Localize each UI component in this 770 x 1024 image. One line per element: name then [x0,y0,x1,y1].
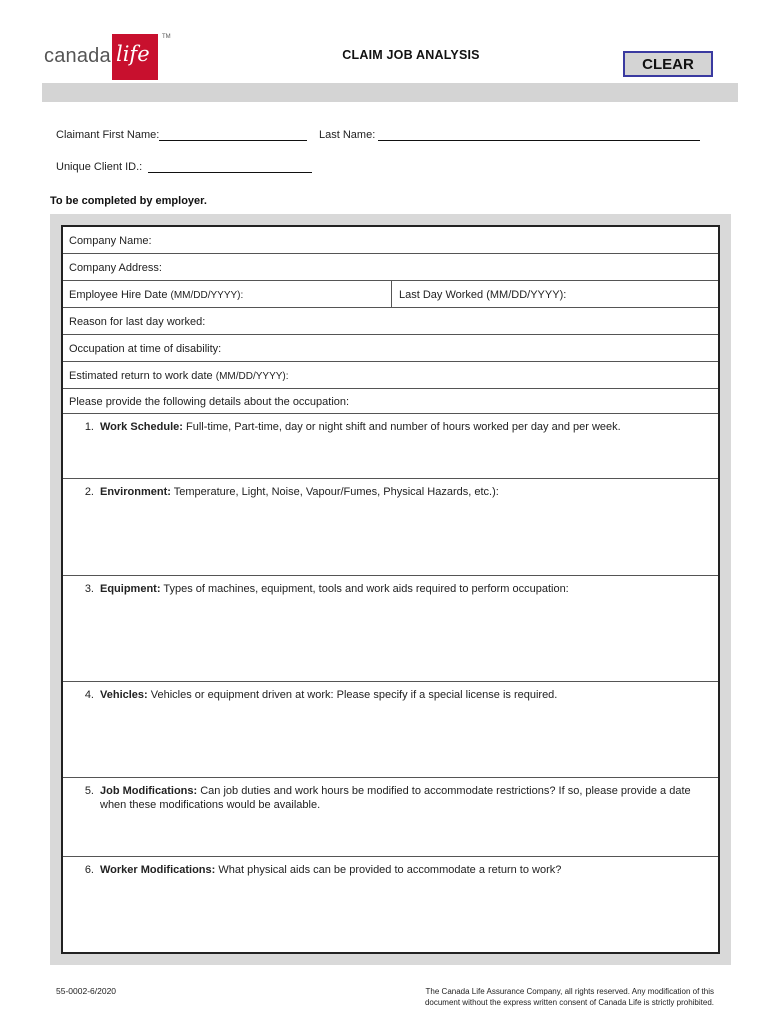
company-name-label: Company Name: [69,235,152,247]
details-prompt-row [63,389,718,414]
logo-tm-mark: TM [162,34,171,40]
question-number: 2. [84,486,94,498]
employer-form-table [61,225,720,954]
hire-date-cell[interactable] [69,289,243,301]
question-body [100,784,710,812]
last-name-field[interactable] [378,129,700,141]
question-text: Vehicles or equipment driven at work: Please specify if a special license is required. [150,689,558,701]
claimant-first-name-row [56,129,307,141]
question-work-schedule[interactable] [63,414,718,479]
question-body [100,863,710,877]
question-body [100,688,710,702]
question-vehicles[interactable] [63,682,718,778]
last-day-cell[interactable] [399,289,566,301]
company-name-row[interactable] [63,227,718,254]
last-day-format: (MM/DD/YYYY): [486,289,567,301]
dates-row [63,281,718,308]
form-number: 55-0002-6/2020 [56,986,117,996]
question-number: 5. [84,785,94,797]
copyright-notice [380,986,714,1008]
question-title: Environment: [100,486,171,498]
question-4 [69,688,709,702]
hire-date-label: Employee Hire Date [69,289,168,301]
logo-life-text: life [116,42,150,66]
company-address-row[interactable] [63,254,718,281]
reason-last-day-label: Reason for last day worked: [69,316,206,328]
question-job-modifications[interactable] [63,778,718,857]
hire-date-format: (MM/DD/YYYY): [170,290,244,301]
question-title: Job Modifications: [100,785,198,797]
question-environment[interactable] [63,479,718,576]
question-number: 3. [84,583,94,595]
last-name-label: Last Name: [319,129,376,141]
client-id-row [56,161,312,173]
first-name-label: Claimant First Name: [56,129,160,141]
question-number: 1. [84,421,94,433]
question-body [100,420,710,434]
clear-button[interactable]: CLEAR [623,51,713,77]
page-title: CLAIM JOB ANALYSIS [342,48,480,62]
question-equipment[interactable] [63,576,718,682]
question-1 [69,420,709,434]
question-5 [69,784,709,811]
question-text: Can job duties and work hours be modified to accommodate restrictions? If so, please provide a date when these modifications would be available. [100,785,691,811]
client-id-field[interactable] [148,161,312,173]
last-day-label: Last Day Worked [399,289,484,301]
logo-canada-text: canada [44,45,111,67]
question-text: Temperature, Light, Noise, Vapour/Fumes, Physical Hazards, etc.): [173,486,499,498]
question-6 [69,863,709,877]
details-prompt: Please provide the following details about the occupation: [69,396,350,408]
company-address-label: Company Address: [69,262,162,274]
question-body [100,485,710,499]
client-id-label: Unique Client ID.: [56,161,143,173]
claimant-last-name-row [319,129,700,141]
copyright-line-2: document without the express written consent of Canada Life is strictly prohibited. [424,998,714,1007]
question-title: Work Schedule: [100,421,183,433]
question-number: 4. [84,689,94,701]
dates-divider [391,281,392,307]
question-3 [69,582,709,596]
question-title: Worker Modifications: [100,864,216,876]
return-date-row[interactable] [63,362,718,389]
occupation-row[interactable] [63,335,718,362]
return-date-label: Estimated return to work date [69,370,213,382]
reason-last-day-row[interactable] [63,308,718,335]
question-worker-modifications[interactable] [63,857,718,952]
question-number: 6. [84,864,94,876]
return-date-cell [69,370,289,382]
question-text: What physical aids can be provided to accommodate a return to work? [218,864,562,876]
employer-instruction: To be completed by employer. [50,195,207,207]
question-body [100,582,710,596]
question-title: Vehicles: [100,689,148,701]
question-2 [69,485,709,499]
question-text: Types of machines, equipment, tools and work aids required to perform occupation: [163,583,569,595]
question-title: Equipment: [100,583,161,595]
occupation-label: Occupation at time of disability: [69,343,222,355]
return-date-format: (MM/DD/YYYY): [215,371,289,382]
question-text: Full-time, Part-time, day or night shift and number of hours worked per day and per week. [186,421,621,433]
header-divider-bar [42,83,738,102]
copyright-line-1: The Canada Life Assurance Company, all rights reserved. Any modification of this [425,987,714,996]
first-name-field[interactable] [159,129,307,141]
